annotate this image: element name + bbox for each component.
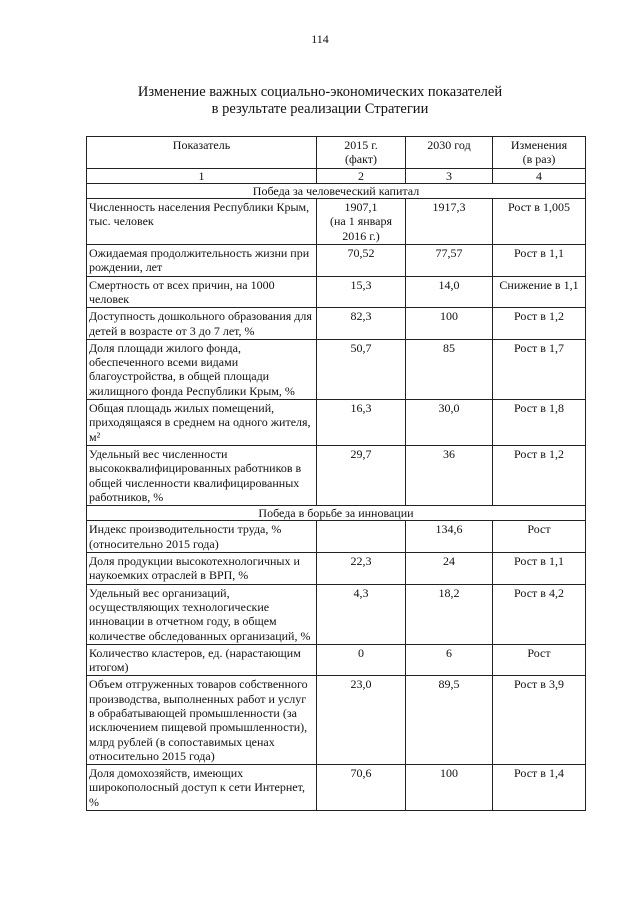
change-cell: Рост в 1,2 — [493, 445, 586, 505]
title-line-1: Изменение важных социально-экономических показателей — [137, 84, 503, 100]
table-row — [87, 308, 586, 340]
page-number: 114 — [311, 32, 329, 46]
section-title: Победа за человеческий капитал — [87, 183, 586, 198]
change-cell: Снижение в 1,1 — [493, 276, 586, 308]
header-change: Изменения (в раз) — [493, 137, 586, 169]
indicator-name-cell: Общая площадь жилых помещений, приходящаяся в среднем на одного жителя, м² — [87, 400, 317, 446]
indicator-name-cell: Количество кластеров, ед. (нарастающим итогом) — [87, 644, 317, 676]
section-header-row — [87, 183, 586, 198]
value-2030-cell: 30,0 — [406, 400, 493, 446]
value-2015-cell: 1907,1 (на 1 января 2016 г.) — [317, 199, 406, 245]
indicator-name-cell: Доля продукции высокотехнологичных и наукоемких отраслей в ВРП, % — [87, 553, 317, 585]
value-2030-cell: 24 — [406, 553, 493, 585]
indicators-table — [86, 136, 586, 811]
value-2015-cell — [317, 521, 406, 553]
indicator-name-cell: Удельный вес численности высококвалифицированных работников в общей численности квалифицированных работников, % — [87, 445, 317, 505]
table-row — [87, 199, 586, 245]
table-row — [87, 276, 586, 308]
value-2015-cell: 82,3 — [317, 308, 406, 340]
table-row — [87, 676, 586, 765]
value-2030-cell: 85 — [406, 339, 493, 399]
value-2030-cell: 18,2 — [406, 584, 493, 644]
value-2015-cell: 50,7 — [317, 339, 406, 399]
change-cell: Рост в 1,4 — [493, 765, 586, 811]
indicator-name-cell: Индекс производительности труда, % (относительно 2015 года) — [87, 521, 317, 553]
value-2015-cell: 29,7 — [317, 445, 406, 505]
value-2015-cell: 70,6 — [317, 765, 406, 811]
value-2015-cell: 15,3 — [317, 276, 406, 308]
indicator-name-cell: Объем отгруженных товаров собственного производства, выполненных работ и услуг в обрабатывающей промышленности (за исключением пищевой промышленности), млрд рублей (в сопоставимых ценах относительно 2015 года) — [87, 676, 317, 765]
value-2030-cell: 6 — [406, 644, 493, 676]
section-header-row — [87, 506, 586, 521]
indicator-name-cell: Удельный вес организаций, осуществляющих технологические инновации в отчетном году, в общем количестве обследованных организаций, % — [87, 584, 317, 644]
change-cell: Рост в 1,1 — [493, 553, 586, 585]
value-2015-cell: 0 — [317, 644, 406, 676]
header-2030: 2030 год — [406, 137, 493, 169]
value-2030-cell: 100 — [406, 765, 493, 811]
value-2030-cell: 134,6 — [406, 521, 493, 553]
table-row — [87, 521, 586, 553]
indicator-name-cell: Ожидаемая продолжительность жизни при рождении, лет — [87, 245, 317, 277]
column-numbers-row — [87, 168, 586, 183]
indicator-name-cell: Численность населения Республики Крым, тыс. человек — [87, 199, 317, 245]
table-header-row — [87, 137, 586, 169]
value-2030-cell: 36 — [406, 445, 493, 505]
value-2030-cell: 1917,3 — [406, 199, 493, 245]
column-number: 3 — [406, 168, 493, 183]
header-2015: 2015 г. (факт) — [317, 137, 406, 169]
indicator-name-cell: Доступность дошкольного образования для детей в возрасте от 3 до 7 лет, % — [87, 308, 317, 340]
column-number: 2 — [317, 168, 406, 183]
table-row — [87, 339, 586, 399]
change-cell: Рост в 1,8 — [493, 400, 586, 446]
value-2015-cell: 16,3 — [317, 400, 406, 446]
change-cell: Рост в 1,005 — [493, 199, 586, 245]
header-indicator: Показатель — [87, 137, 317, 169]
change-cell: Рост в 1,1 — [493, 245, 586, 277]
change-cell: Рост — [493, 521, 586, 553]
table-row — [87, 445, 586, 505]
indicator-name-cell: Смертность от всех причин, на 1000 человек — [87, 276, 317, 308]
value-2030-cell: 14,0 — [406, 276, 493, 308]
value-2015-cell: 22,3 — [317, 553, 406, 585]
document-title — [0, 84, 640, 118]
table-row — [87, 584, 586, 644]
value-2030-cell: 100 — [406, 308, 493, 340]
indicator-name-cell: Доля площади жилого фонда, обеспеченного всеми видами благоустройства, в общей площади жилищного фонда Республики Крым, % — [87, 339, 317, 399]
value-2015-cell: 23,0 — [317, 676, 406, 765]
title-line-2: в результате реализации Стратегии — [211, 101, 429, 117]
section-title: Победа в борьбе за инновации — [87, 506, 586, 521]
change-cell: Рост в 4,2 — [493, 584, 586, 644]
change-cell: Рост — [493, 644, 586, 676]
change-cell: Рост в 1,7 — [493, 339, 586, 399]
table-row — [87, 245, 586, 277]
table-row — [87, 553, 586, 585]
table-row — [87, 400, 586, 446]
indicator-name-cell: Доля домохозяйств, имеющих широкополосный доступ к сети Интернет, % — [87, 765, 317, 811]
table-row — [87, 644, 586, 676]
table-row — [87, 765, 586, 811]
value-2030-cell: 89,5 — [406, 676, 493, 765]
value-2030-cell: 77,57 — [406, 245, 493, 277]
column-number: 1 — [87, 168, 317, 183]
value-2015-cell: 70,52 — [317, 245, 406, 277]
change-cell: Рост в 1,2 — [493, 308, 586, 340]
column-number: 4 — [493, 168, 586, 183]
value-2015-cell: 4,3 — [317, 584, 406, 644]
change-cell: Рост в 3,9 — [493, 676, 586, 765]
